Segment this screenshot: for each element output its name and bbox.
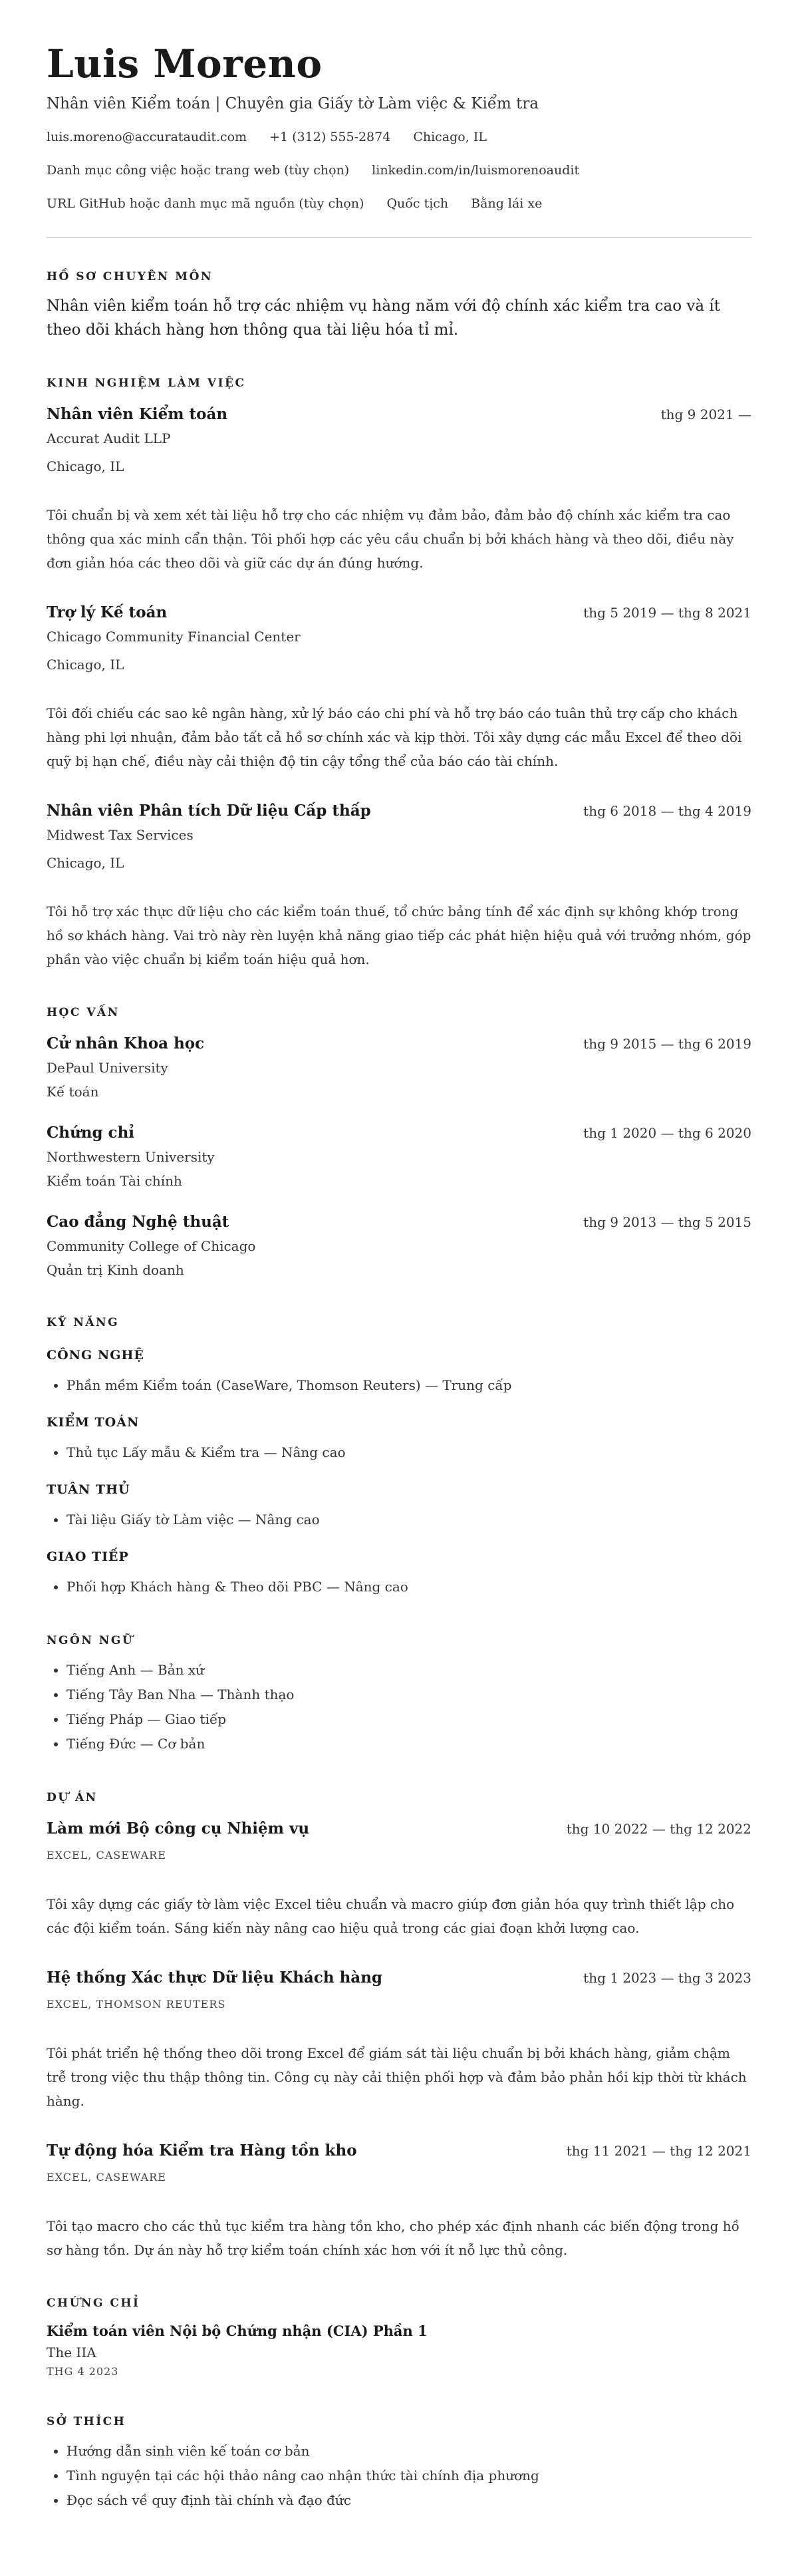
section-title-profile: HỒ SƠ CHUYÊN MÔN (47, 270, 213, 283)
project-title: Hệ thống Xác thực Dữ liệu Khách hàng (47, 1969, 383, 1987)
project-entry (47, 1818, 751, 1940)
school-name: Northwestern University (47, 1149, 215, 1165)
language-item: • Tiếng Tây Ban Nha — Thành thạo (66, 1683, 751, 1707)
project-entry (47, 2140, 751, 2262)
field-of-study: Kiểm toán Tài chính (47, 1173, 182, 1189)
interest-item: • Tình nguyện tại các hội thảo nâng cao nhận thức tài chính địa phương (66, 2464, 751, 2488)
job-company: Midwest Tax Services (47, 827, 194, 843)
school-name: Community College of Chicago (47, 1238, 256, 1254)
skill-item: • Thủ tục Lấy mẫu & Kiểm tra — Nâng cao (66, 1440, 751, 1465)
github-placeholder: URL GitHub hoặc danh mục mã nguồn (tùy chọn) (47, 196, 364, 211)
skill-list (47, 1440, 751, 1465)
job-title: Nhân viên Phân tích Dữ liệu Cấp thấp (47, 802, 371, 820)
skill-list (47, 1373, 751, 1398)
job-description: Tôi đối chiếu các sao kê ngân hàng, xử lý báo cáo chi phí và hỗ trợ báo cáo tuân thủ trợ cấp cho khách hàng phi lợi nhuận, đảm bảo tất cả hồ sơ chính xác và kịp thời. Tôi xây dựng các mẫu Excel để theo dõi quỹ bị hạn chế, điều này cải thiện độ tin cậy tổng thể của báo cáo tài chính. (47, 705, 742, 769)
skill-group-title: KIỂM TOÁN (47, 1415, 140, 1430)
education-entry (47, 1211, 751, 1281)
profile-summary: Nhân viên kiểm toán hỗ trợ các nhiệm vụ hàng năm với độ chính xác kiểm tra cao và ít theo dõi khách hàng hơn thông qua tài liệu hóa tỉ mỉ. (47, 297, 721, 339)
education-date: thg 9 2013 — thg 5 2015 (583, 1214, 751, 1230)
skill-list (47, 1575, 751, 1599)
section-title-skills: KỸ NĂNG (47, 1316, 120, 1329)
job-description: Tôi hỗ trợ xác thực dữ liệu cho các kiểm toán thuế, tổ chức bảng tính để xác định sự không khớp trong hồ sơ khách hàng. Vai trò này rèn luyện khả năng giao tiếp các phát hiện hiệu quả với trưởng nhóm, góp phần vào việc chuẩn bị kiểm toán hiệu quả hơn. (47, 903, 751, 967)
interest-item: • Đọc sách về quy định tài chính và đạo đức (66, 2488, 751, 2513)
field-of-study: Quản trị Kinh doanh (47, 1262, 184, 1278)
section-title-experience: KINH NGHIỆM LÀM VIỆC (47, 377, 246, 390)
contact-row-1 (47, 126, 751, 148)
candidate-headline: Nhân viên Kiểm toán | Chuyên gia Giấy tờ Làm việc & Kiểm tra (47, 95, 539, 112)
degree-title: Chứng chỉ (47, 1124, 135, 1142)
skill-item: • Tài liệu Giấy tờ Làm việc — Nâng cao (66, 1508, 751, 1532)
portfolio-placeholder: Danh mục công việc hoặc trang web (tùy chọn) (47, 163, 350, 178)
job-company: Chicago Community Financial Center (47, 629, 301, 645)
skill-item: • Phối hợp Khách hàng & Theo dõi PBC — Nâng cao (66, 1575, 751, 1599)
degree-title: Cao đẳng Nghệ thuật (47, 1213, 229, 1231)
certification-date: THG 4 2023 (47, 2365, 119, 2378)
language-item: • Tiếng Pháp — Giao tiếp (66, 1707, 751, 1732)
skill-group-title: TUÂN THỦ (47, 1482, 130, 1497)
education-date: thg 1 2020 — thg 6 2020 (583, 1125, 751, 1141)
location: Chicago, IL (413, 130, 487, 144)
section-title-certifications: CHỨNG CHỈ (47, 2297, 140, 2310)
job-date: thg 6 2018 — thg 4 2019 (583, 803, 751, 819)
certification-issuer: The IIA (47, 2344, 96, 2360)
degree-title: Cử nhân Khoa học (47, 1035, 205, 1052)
project-tags: EXCEL, CASEWARE (47, 2171, 166, 2183)
experience-entry (47, 800, 751, 971)
project-date: thg 10 2022 — thg 12 2022 (566, 1821, 751, 1837)
nationality-field: Quốc tịch (386, 196, 449, 211)
contact-row-3 (47, 193, 751, 214)
candidate-name: Luis Moreno (47, 41, 323, 86)
interest-item: • Hướng dẫn sinh viên kế toán cơ bản (66, 2439, 751, 2464)
job-date: thg 9 2021 — (660, 406, 751, 422)
language-item: • Tiếng Anh — Bản xứ (66, 1658, 751, 1683)
linkedin-link[interactable]: linkedin.com/in/luismorenoaudit (372, 163, 580, 178)
language-list (47, 1658, 751, 1756)
email-link[interactable]: luis.moreno@accurataudit.com (47, 130, 247, 144)
interest-list (47, 2439, 751, 2513)
education-entry (47, 1033, 751, 1103)
project-date: thg 1 2023 — thg 3 2023 (583, 1970, 751, 1986)
section-title-languages: NGÔN NGỮ (47, 1634, 134, 1647)
header-divider (47, 237, 751, 238)
skill-group-title: CÔNG NGHỆ (47, 1348, 144, 1363)
license-field: Bằng lái xe (471, 196, 543, 211)
job-date: thg 5 2019 — thg 8 2021 (583, 605, 751, 621)
job-location: Chicago, IL (47, 855, 124, 871)
section-title-education: HỌC VẤN (47, 1006, 120, 1019)
skill-group-title: GIAO TIẾP (47, 1549, 129, 1564)
language-item: • Tiếng Đức — Cơ bản (66, 1732, 751, 1756)
project-title: Làm mới Bộ công cụ Nhiệm vụ (47, 1820, 310, 1838)
field-of-study: Kế toán (47, 1084, 99, 1100)
experience-entry (47, 403, 751, 575)
experience-entry (47, 601, 751, 773)
phone-number: +1 (312) 555-2874 (269, 130, 391, 144)
job-company: Accurat Audit LLP (47, 430, 171, 446)
skill-item: • Phần mềm Kiểm toán (CaseWare, Thomson Reuters) — Trung cấp (66, 1373, 751, 1398)
job-location: Chicago, IL (47, 458, 124, 474)
section-title-interests: SỞ THÍCH (47, 2415, 126, 2428)
job-location: Chicago, IL (47, 657, 124, 673)
project-tags: EXCEL, CASEWARE (47, 1849, 166, 1861)
project-description: Tôi phát triển hệ thống theo dõi trong Excel để giám sát tài liệu chuẩn bị bởi khách hàng, giảm chậm trễ trong việc thu thập thông tin. Công cụ này cải thiện phối hợp và đảm bảo phản hồi kịp thời từ khách hàng. (47, 2045, 747, 2109)
job-title: Trợ lý Kế toán (47, 603, 168, 621)
education-entry (47, 1122, 751, 1192)
project-description: Tôi tạo macro cho các thủ tục kiểm tra hàng tồn kho, cho phép xác định nhanh các biến động trong hồ sơ hàng tồn. Dự án này hỗ trợ kiểm toán chính xác hơn với ít nỗ lực thủ công. (47, 2218, 739, 2258)
certification-title: Kiểm toán viên Nội bộ Chứng nhận (CIA) Phần 1 (47, 2323, 428, 2339)
project-title: Tự động hóa Kiểm tra Hàng tồn kho (47, 2142, 357, 2160)
education-date: thg 9 2015 — thg 6 2019 (583, 1036, 751, 1052)
school-name: DePaul University (47, 1060, 168, 1076)
section-title-projects: DỰ ÁN (47, 1791, 98, 1804)
contact-row-2 (47, 160, 751, 181)
project-entry (47, 1967, 751, 2113)
job-description: Tôi chuẩn bị và xem xét tài liệu hỗ trợ cho các nhiệm vụ đảm bảo, đảm bảo độ chính xác kiểm tra cao thông qua xác minh cẩn thận. Tôi phối hợp các yêu cầu chuẩn bị bởi khách hàng và theo dõi, điều này đơn giản hóa các theo dõi và giữ các dự án đúng hướng. (47, 507, 734, 571)
skill-list (47, 1508, 751, 1532)
project-description: Tôi xây dựng các giấy tờ làm việc Excel tiêu chuẩn và macro giúp đơn giản hóa quy trình thiết lập cho các đội kiểm toán. Sáng kiến này nâng cao hiệu quả trong các giai đoạn khởi lượng cao. (47, 1896, 735, 1936)
project-tags: EXCEL, THOMSON REUTERS (47, 1998, 226, 2011)
job-title: Nhân viên Kiểm toán (47, 405, 228, 423)
project-date: thg 11 2021 — thg 12 2021 (566, 2143, 751, 2159)
